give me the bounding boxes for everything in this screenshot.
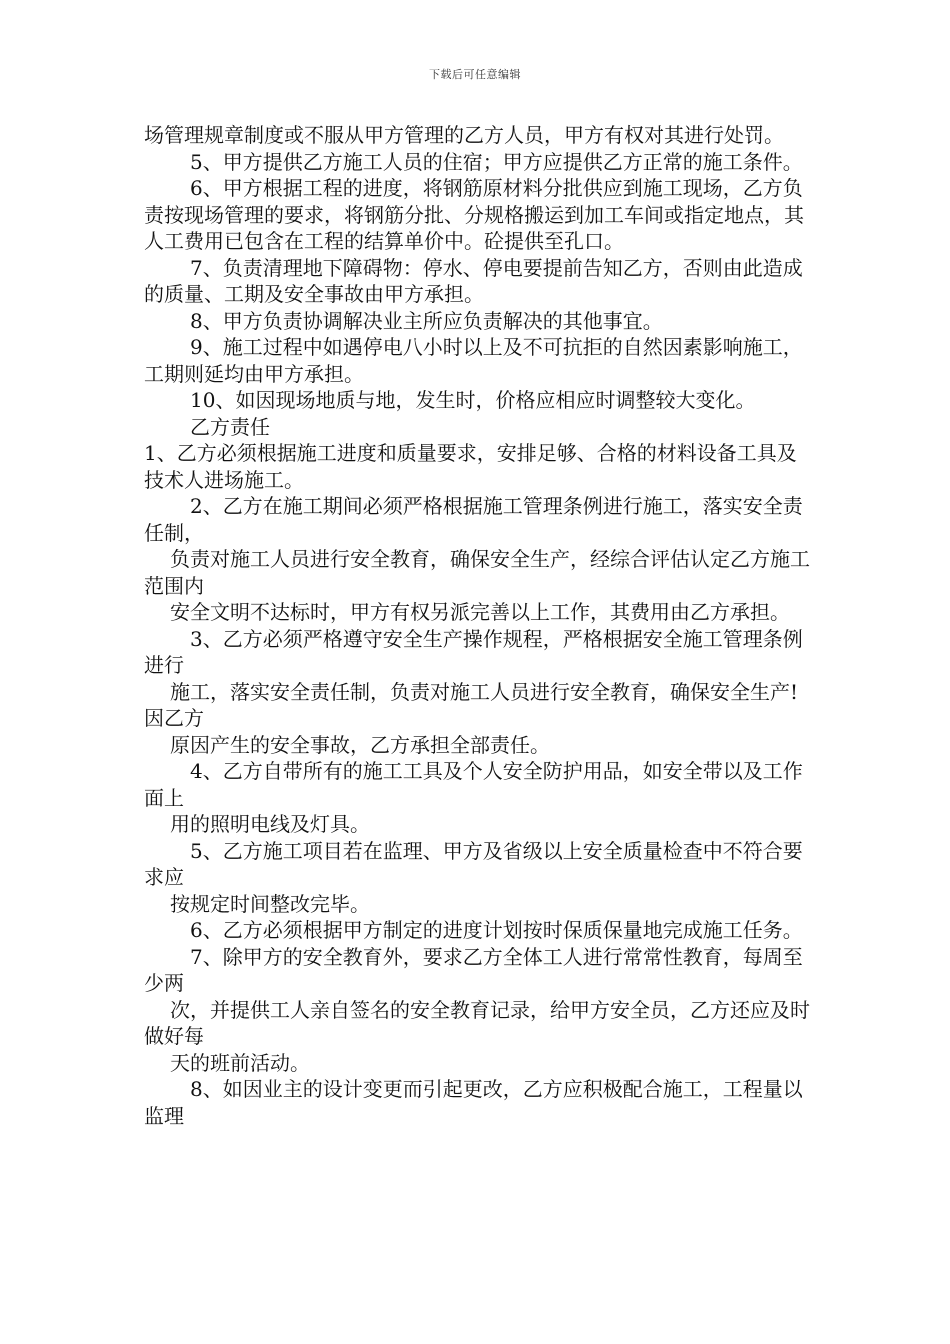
- paragraph: 8、甲方负责协调解决业主所应负责解决的其他事宜。: [190, 308, 663, 333]
- paragraph: 安全文明不达标时，甲方有权另派完善以上工作，其费用由乙方承担。: [170, 600, 790, 624]
- paragraph: 4、乙方自带所有的施工工具及个人安全防护用品，如安全带以及工作面上: [144, 759, 803, 810]
- paragraph: 按规定时间整改完毕。: [170, 891, 370, 916]
- paragraph: 场管理规章制度或不服从甲方管理的乙方人员，甲方有权对其进行处罚。: [144, 123, 784, 147]
- paragraph: 2、乙方在施工期间必须严格根据施工管理条例进行施工，落实安全责任制，: [144, 494, 803, 545]
- page-header: 下载后可任意编辑: [429, 68, 521, 81]
- paragraph: 原因产生的安全事故，乙方承担全部责任。: [170, 732, 550, 757]
- paragraph: 8、如因业主的设计变更而引起更改，乙方应积极配合施工，工程量以监理: [144, 1077, 803, 1128]
- paragraph: 6、乙方必须根据甲方制定的进度计划按时保质保量地完成施工任务。: [190, 918, 803, 942]
- paragraph: 用的照明电线及灯具。: [170, 812, 370, 836]
- paragraph: 7、负责清理地下障碍物：停水、停电要提前告知乙方，否则由此造成的质量、工期及安全事故由甲方承担。: [144, 255, 803, 306]
- document-body: [144, 122, 812, 1129]
- paragraph: 技术人进场施工。: [144, 467, 304, 492]
- paragraph: 1、乙方必须根据施工进度和质量要求，安排足够、合格的材料设备工具及: [144, 441, 797, 465]
- paragraph: 次，并提供工人亲自签名的安全教育记录，给甲方安全员，乙方还应及时做好每: [144, 997, 810, 1048]
- paragraph: 10、如因现场地质与地，发生时，价格应相应时调整较大变化。: [190, 388, 756, 412]
- paragraph: 天的班前活动。: [170, 1050, 310, 1075]
- paragraph: 乙方责任: [190, 414, 270, 439]
- paragraph: 5、甲方提供乙方施工人员的住宿；甲方应提供乙方正常的施工条件。: [190, 149, 803, 174]
- paragraph: 3、乙方必须严格遵守安全生产操作规程，严格根据安全施工管理条例进行: [144, 626, 803, 677]
- paragraph: 7、除甲方的安全教育外，要求乙方全体工人进行常常性教育，每周至少两: [144, 944, 803, 995]
- paragraph: 9、施工过程中如遇停电八小时以上及不可抗拒的自然因素影响施工，工期则延均由甲方承担。: [144, 335, 803, 386]
- paragraph: 施工，落实安全责任制，负责对施工人员进行安全教育，确保安全生产!因乙方: [144, 679, 799, 730]
- paragraph: 5、乙方施工项目若在监理、甲方及省级以上安全质量检查中不符合要求应: [144, 838, 803, 889]
- paragraph: 负责对施工人员进行安全教育，确保安全生产，经综合评估认定乙方施工范围内: [144, 547, 810, 598]
- paragraph: 6、甲方根据工程的进度，将钢筋原材料分批供应到施工现场，乙方负责按现场管理的要求，将钢筋分批、分规格搬运到加工车间或指定地点，其人工费用已包含在工程的结算单价中。砼提供至孔口。: [144, 176, 804, 253]
